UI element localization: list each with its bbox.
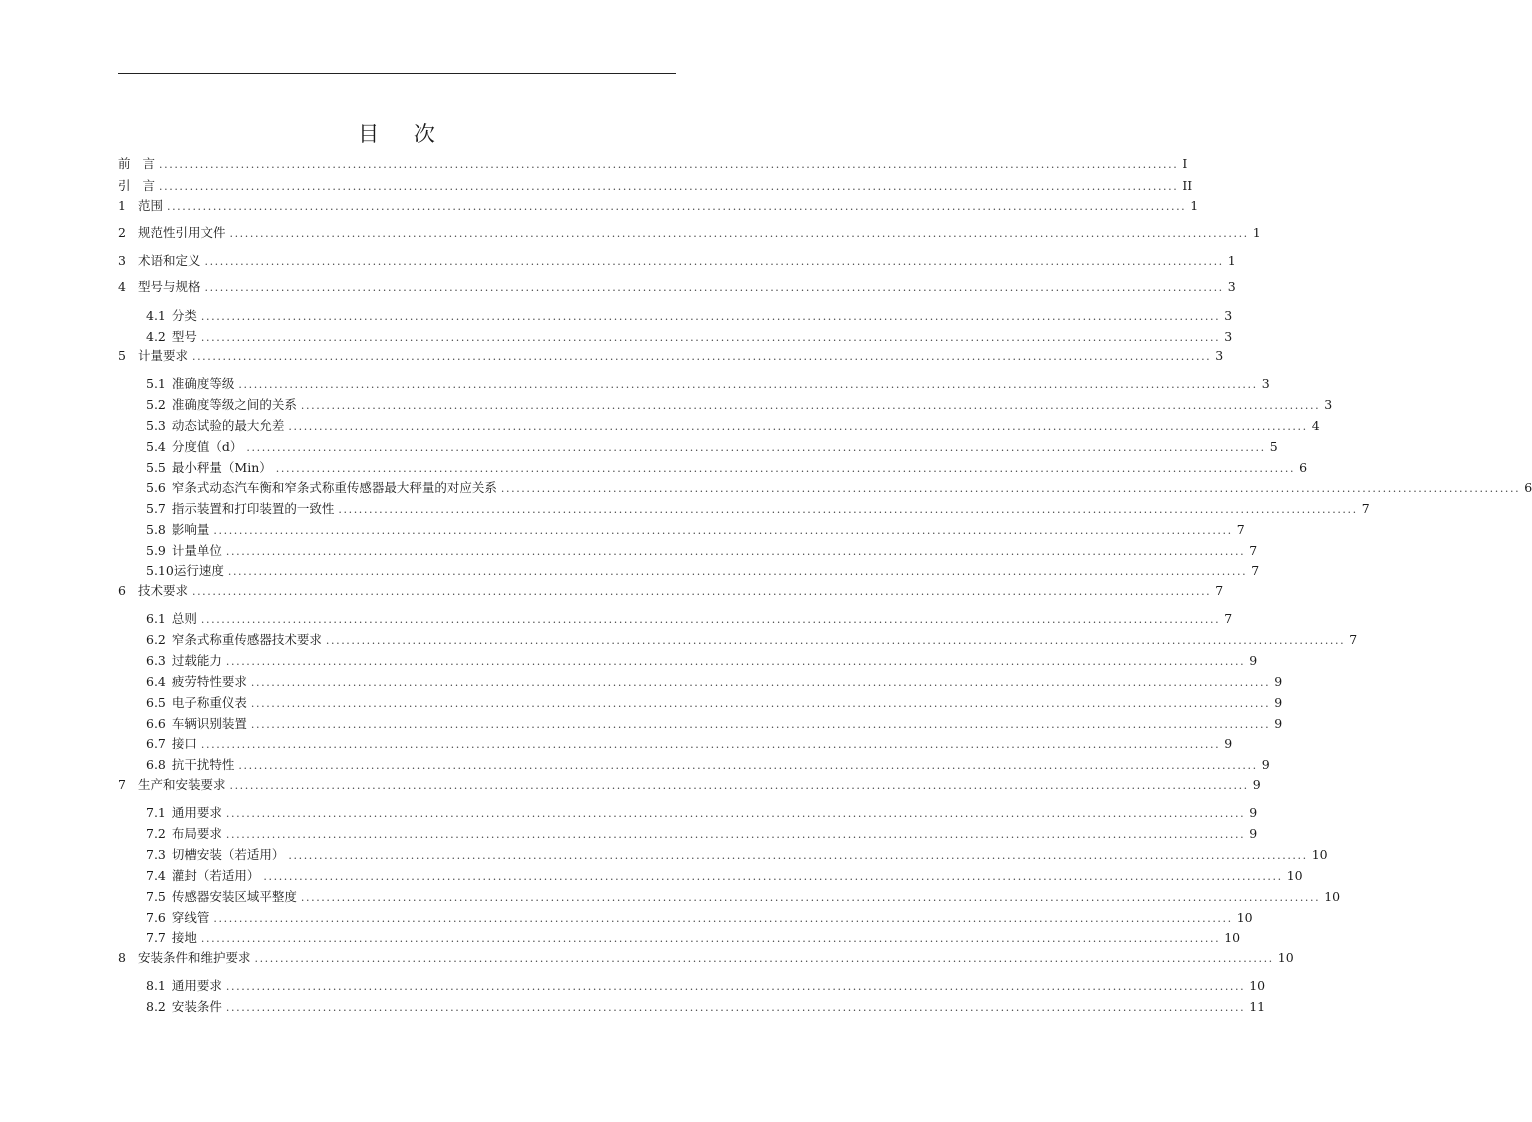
toc-entry[interactable] bbox=[146, 521, 1245, 538]
toc-entry-number: 3 bbox=[118, 253, 126, 268]
toc-entry-title: 安装条件 bbox=[171, 999, 222, 1014]
dot-leader: ........................................................................................................................................................................................................ bbox=[225, 807, 1246, 820]
toc-entry-title: 动态试验的最大允差 bbox=[171, 418, 285, 433]
toc-entry[interactable] bbox=[146, 459, 1308, 476]
toc-entry-title: 接口 bbox=[171, 736, 197, 751]
toc-entry-number: 7.5 bbox=[146, 889, 166, 904]
toc-entry-page: 7 bbox=[1361, 501, 1370, 516]
toc-entry-number: 5.3 bbox=[146, 418, 166, 433]
toc-entry[interactable] bbox=[146, 438, 1278, 455]
toc-entry-page: 4 bbox=[1311, 418, 1320, 433]
toc-entry-page: 3 bbox=[1215, 348, 1224, 363]
dot-leader: ........................................................................................................................................................................................................ bbox=[229, 779, 1249, 792]
dot-leader: ........................................................................................................................................................................................................ bbox=[159, 158, 1179, 171]
toc-entry-page: 10 bbox=[1311, 847, 1328, 862]
toc-entry-title: 切槽安装（若适用） bbox=[171, 847, 285, 862]
toc-entry-title: 术语和定义 bbox=[137, 253, 201, 268]
toc-entry-title: 准确度等级 bbox=[171, 376, 235, 391]
toc-entry[interactable] bbox=[146, 307, 1233, 324]
toc-entry-title: 窄条式称重传感器技术要求 bbox=[171, 632, 322, 647]
dot-leader: ........................................................................................................................................................................................................ bbox=[166, 200, 1187, 213]
toc-entry[interactable] bbox=[146, 479, 1532, 496]
dot-leader: ........................................................................................................................................................................................................ bbox=[300, 399, 1321, 412]
dot-leader: ........................................................................................................................................................................................................ bbox=[227, 565, 1248, 578]
dot-leader: ........................................................................................................................................................................................................ bbox=[225, 828, 1246, 841]
toc-entry[interactable] bbox=[146, 694, 1283, 711]
toc-entry-page: 3 bbox=[1324, 397, 1333, 412]
dot-leader: ........................................................................................................................................................................................................ bbox=[263, 870, 1283, 883]
toc-entry-number: 6.2 bbox=[146, 632, 166, 647]
dot-leader: ........................................................................................................................................................................................................ bbox=[200, 932, 1221, 945]
toc-entry-page: 9 bbox=[1274, 716, 1283, 731]
toc-entry-title: 通用要求 bbox=[171, 805, 222, 820]
toc-entry[interactable] bbox=[118, 252, 1236, 269]
toc-entry[interactable] bbox=[146, 846, 1328, 863]
toc-entry-title: 车辆识别装置 bbox=[171, 716, 247, 731]
toc-entry-page: 10 bbox=[1286, 868, 1303, 883]
toc-entry[interactable] bbox=[146, 825, 1258, 842]
toc-entry-title: 分类 bbox=[171, 308, 197, 323]
toc-entry-page: 7 bbox=[1349, 632, 1358, 647]
toc-entry[interactable] bbox=[118, 224, 1261, 241]
dot-leader: ........................................................................................................................................................................................................ bbox=[254, 952, 1274, 965]
toc-entry-title: 技术要求 bbox=[137, 583, 188, 598]
toc-entry-page: 6 bbox=[1524, 480, 1532, 495]
toc-entry-number: 7 bbox=[118, 777, 126, 792]
dot-leader: ........................................................................................................................................................................................................ bbox=[213, 524, 1233, 537]
toc-entry-number: 7.7 bbox=[146, 930, 166, 945]
toc-entry-title: 电子称重仪表 bbox=[171, 695, 247, 710]
dot-leader: ........................................................................................................................................................................................................ bbox=[200, 738, 1221, 751]
toc-entry-number: 8.2 bbox=[146, 999, 166, 1014]
toc-entry-title: 通用要求 bbox=[171, 978, 222, 993]
toc-entry[interactable] bbox=[146, 998, 1266, 1015]
toc-entry-title: 传感器安装区域平整度 bbox=[171, 889, 297, 904]
toc-entry-page: 5 bbox=[1269, 439, 1278, 454]
toc-entry-page: 9 bbox=[1249, 826, 1258, 841]
toc-entry-title: 运行速度 bbox=[173, 563, 224, 578]
toc-entry-title: 言 bbox=[142, 156, 156, 171]
toc-entry-page: 3 bbox=[1227, 279, 1236, 294]
dot-leader: ........................................................................................................................................................................................................ bbox=[200, 331, 1221, 344]
toc-entry-page: 9 bbox=[1261, 757, 1270, 772]
toc-entry[interactable] bbox=[118, 155, 1188, 172]
toc-entry-title: 灌封（若适用） bbox=[171, 868, 260, 883]
toc-entry-title: 安装条件和维护要求 bbox=[137, 950, 251, 965]
toc-entry-number: 8.1 bbox=[146, 978, 166, 993]
toc-entry-title: 计量要求 bbox=[137, 348, 188, 363]
toc-entry-page: 3 bbox=[1261, 376, 1270, 391]
toc-entry-page: 9 bbox=[1249, 653, 1258, 668]
page-title: 目 次 bbox=[358, 122, 449, 146]
toc-entry-number: 6.3 bbox=[146, 653, 166, 668]
dot-leader: ........................................................................................................................................................................................................ bbox=[159, 180, 1179, 193]
dot-leader: ........................................................................................................................................................................................................ bbox=[275, 462, 1296, 475]
toc-entry[interactable] bbox=[118, 347, 1224, 364]
toc-entry[interactable] bbox=[118, 278, 1236, 295]
toc-entry-page: I bbox=[1182, 156, 1188, 171]
toc-entry-page: 11 bbox=[1249, 999, 1266, 1014]
toc-entry-number: 7.2 bbox=[146, 826, 166, 841]
toc-entry-page: 1 bbox=[1252, 225, 1261, 240]
dot-leader: ........................................................................................................................................................................................................ bbox=[225, 545, 1246, 558]
toc-entry-number: 6.7 bbox=[146, 736, 166, 751]
toc-entry[interactable] bbox=[146, 562, 1260, 579]
toc-entry-title: 疲劳特性要求 bbox=[171, 674, 247, 689]
toc-entry-number: 6.5 bbox=[146, 695, 166, 710]
dot-leader: ........................................................................................................................................................................................................ bbox=[191, 585, 1212, 598]
dot-leader: ........................................................................................................................................................................................................ bbox=[191, 350, 1212, 363]
toc-entry-page: 7 bbox=[1251, 563, 1260, 578]
toc-entry-page: 10 bbox=[1224, 930, 1241, 945]
toc-entry[interactable] bbox=[146, 375, 1270, 392]
dot-leader: ........................................................................................................................................................................................................ bbox=[225, 980, 1246, 993]
toc-entry-page: 10 bbox=[1236, 910, 1253, 925]
toc-entry-number: 4 bbox=[118, 279, 126, 294]
toc-entry-title: 抗干扰特性 bbox=[171, 757, 235, 772]
toc-entry[interactable] bbox=[146, 610, 1233, 627]
toc-entry[interactable] bbox=[118, 177, 1193, 194]
toc-entry-number: 7.4 bbox=[146, 868, 166, 883]
toc-entry-title: 计量单位 bbox=[171, 543, 222, 558]
toc-entry-number: 1 bbox=[118, 198, 126, 213]
toc-entry-number: 6.1 bbox=[146, 611, 166, 626]
dot-leader: ........................................................................................................................................................................................................ bbox=[238, 759, 1258, 772]
toc-entry[interactable] bbox=[146, 631, 1358, 648]
dot-leader: ........................................................................................................................................................................................................ bbox=[225, 1001, 1246, 1014]
dot-leader: ........................................................................................................................................................................................................ bbox=[200, 310, 1221, 323]
dot-leader: ........................................................................................................................................................................................................ bbox=[225, 655, 1246, 668]
toc-entry-page: 7 bbox=[1249, 543, 1258, 558]
toc-entry-number: 5.4 bbox=[146, 439, 166, 454]
toc-entry[interactable] bbox=[146, 396, 1333, 413]
toc-entry[interactable] bbox=[118, 776, 1261, 793]
toc-entry-number: 6.4 bbox=[146, 674, 166, 689]
toc-entry[interactable] bbox=[146, 417, 1320, 434]
toc-entry-title: 窄条式动态汽车衡和窄条式称重传感器最大秤量的对应关系 bbox=[171, 480, 497, 495]
toc-entry-number: 5.10 bbox=[146, 563, 174, 578]
toc-entry-page: 9 bbox=[1274, 695, 1283, 710]
toc-entry[interactable] bbox=[146, 888, 1341, 905]
toc-entry-title: 穿线管 bbox=[171, 910, 210, 925]
toc-entry-title: 型号 bbox=[171, 329, 197, 344]
toc-entry-page: 10 bbox=[1249, 978, 1266, 993]
toc-entry-number: 5.8 bbox=[146, 522, 166, 537]
toc-entry-page: 7 bbox=[1224, 611, 1233, 626]
toc-entry-number: 7.6 bbox=[146, 910, 166, 925]
toc-entry[interactable] bbox=[146, 715, 1283, 732]
toc-entry[interactable] bbox=[146, 929, 1241, 946]
toc-entry-number: 8 bbox=[118, 950, 126, 965]
dot-leader: ........................................................................................................................................................................................................ bbox=[250, 676, 1271, 689]
toc-entry-number: 引 bbox=[118, 178, 131, 193]
toc-entry-page: 7 bbox=[1236, 522, 1245, 537]
toc-entry[interactable] bbox=[146, 804, 1258, 821]
toc-entry-number: 5.9 bbox=[146, 543, 166, 558]
toc-entry-number: 5.6 bbox=[146, 480, 166, 495]
toc-entry-page: 3 bbox=[1224, 308, 1233, 323]
toc-entry[interactable] bbox=[146, 500, 1370, 517]
toc-entry-number: 前 bbox=[118, 156, 131, 171]
toc-entry-title: 范围 bbox=[137, 198, 163, 213]
dot-leader: ........................................................................................................................................................................................................ bbox=[200, 613, 1221, 626]
toc-entry[interactable] bbox=[118, 197, 1199, 214]
dot-leader: ........................................................................................................................................................................................................ bbox=[229, 227, 1249, 240]
toc-entry-number: 6.6 bbox=[146, 716, 166, 731]
toc-entry[interactable] bbox=[146, 673, 1283, 690]
toc-entry-number: 5.7 bbox=[146, 501, 166, 516]
toc-entry-title: 分度值（d） bbox=[171, 439, 243, 454]
dot-leader: ........................................................................................................................................................................................................ bbox=[238, 378, 1258, 391]
toc-entry-number: 6 bbox=[118, 583, 126, 598]
toc-entry-number: 5.5 bbox=[146, 460, 166, 475]
toc-entry-title: 最小秤量（Min） bbox=[171, 460, 272, 475]
dot-leader: ........................................................................................................................................................................................................ bbox=[250, 718, 1271, 731]
toc-entry[interactable] bbox=[146, 756, 1270, 773]
toc-entry-title: 接地 bbox=[171, 930, 197, 945]
toc-entry[interactable] bbox=[146, 867, 1303, 884]
toc-entry-title: 总则 bbox=[171, 611, 197, 626]
toc-entry[interactable] bbox=[146, 328, 1233, 345]
dot-leader: ........................................................................................................................................................................................................ bbox=[250, 697, 1271, 710]
toc-entry[interactable] bbox=[146, 542, 1258, 559]
toc-entry-page: 9 bbox=[1274, 674, 1283, 689]
toc-entry-page: 7 bbox=[1215, 583, 1224, 598]
toc-entry-number: 5.1 bbox=[146, 376, 166, 391]
dot-leader: ........................................................................................................................................................................................................ bbox=[288, 420, 1308, 433]
dot-leader: ........................................................................................................................................................................................................ bbox=[204, 255, 1224, 268]
toc-entry-title: 型号与规格 bbox=[137, 279, 201, 294]
dot-leader: ........................................................................................................................................................................................................ bbox=[246, 441, 1266, 454]
toc-entry-title: 指示装置和打印装置的一致性 bbox=[171, 501, 335, 516]
toc-entry[interactable] bbox=[146, 652, 1258, 669]
toc-entry-title: 影响量 bbox=[171, 522, 210, 537]
toc-entry-page: 9 bbox=[1249, 805, 1258, 820]
toc-entry-title: 生产和安装要求 bbox=[137, 777, 226, 792]
toc-entry-number: 5.2 bbox=[146, 397, 166, 412]
toc-entry-number: 2 bbox=[118, 225, 126, 240]
toc-entry-page: 10 bbox=[1324, 889, 1341, 904]
toc-entry-page: 1 bbox=[1190, 198, 1199, 213]
toc-entry-title: 规范性引用文件 bbox=[137, 225, 226, 240]
toc-entry-number: 4.1 bbox=[146, 308, 166, 323]
toc-entry-title: 布局要求 bbox=[171, 826, 222, 841]
dot-leader: ........................................................................................................................................................................................................ bbox=[500, 482, 1521, 495]
toc-entry[interactable] bbox=[118, 949, 1294, 966]
toc-entry-title: 言 bbox=[142, 178, 156, 193]
toc-entry-page: 9 bbox=[1252, 777, 1261, 792]
dot-leader: ........................................................................................................................................................................................................ bbox=[288, 849, 1308, 862]
toc-entry-page: 10 bbox=[1277, 950, 1294, 965]
dot-leader: ........................................................................................................................................................................................................ bbox=[204, 281, 1224, 294]
toc-entry-page: 3 bbox=[1224, 329, 1233, 344]
dot-leader: ........................................................................................................................................................................................................ bbox=[213, 912, 1233, 925]
dot-leader: ........................................................................................................................................................................................................ bbox=[338, 503, 1358, 516]
toc-entry-page: 9 bbox=[1224, 736, 1233, 751]
toc-entry-number: 5 bbox=[118, 348, 126, 363]
toc-entry-number: 7.3 bbox=[146, 847, 166, 862]
toc-entry-title: 准确度等级之间的关系 bbox=[171, 397, 297, 412]
toc-entry-page: 1 bbox=[1227, 253, 1236, 268]
toc-entry[interactable] bbox=[118, 582, 1224, 599]
toc-entry[interactable] bbox=[146, 909, 1253, 926]
dot-leader: ........................................................................................................................................................................................................ bbox=[325, 634, 1346, 647]
toc-entry-number: 4.2 bbox=[146, 329, 166, 344]
toc-entry-title: 过载能力 bbox=[171, 653, 222, 668]
toc-entry-number: 7.1 bbox=[146, 805, 166, 820]
toc-entry-page: II bbox=[1182, 178, 1193, 193]
toc-entry[interactable] bbox=[146, 735, 1233, 752]
toc-entry-page: 6 bbox=[1299, 460, 1308, 475]
dot-leader: ........................................................................................................................................................................................................ bbox=[300, 891, 1321, 904]
toc-entry[interactable] bbox=[146, 977, 1266, 994]
toc-entry-number: 6.8 bbox=[146, 757, 166, 772]
